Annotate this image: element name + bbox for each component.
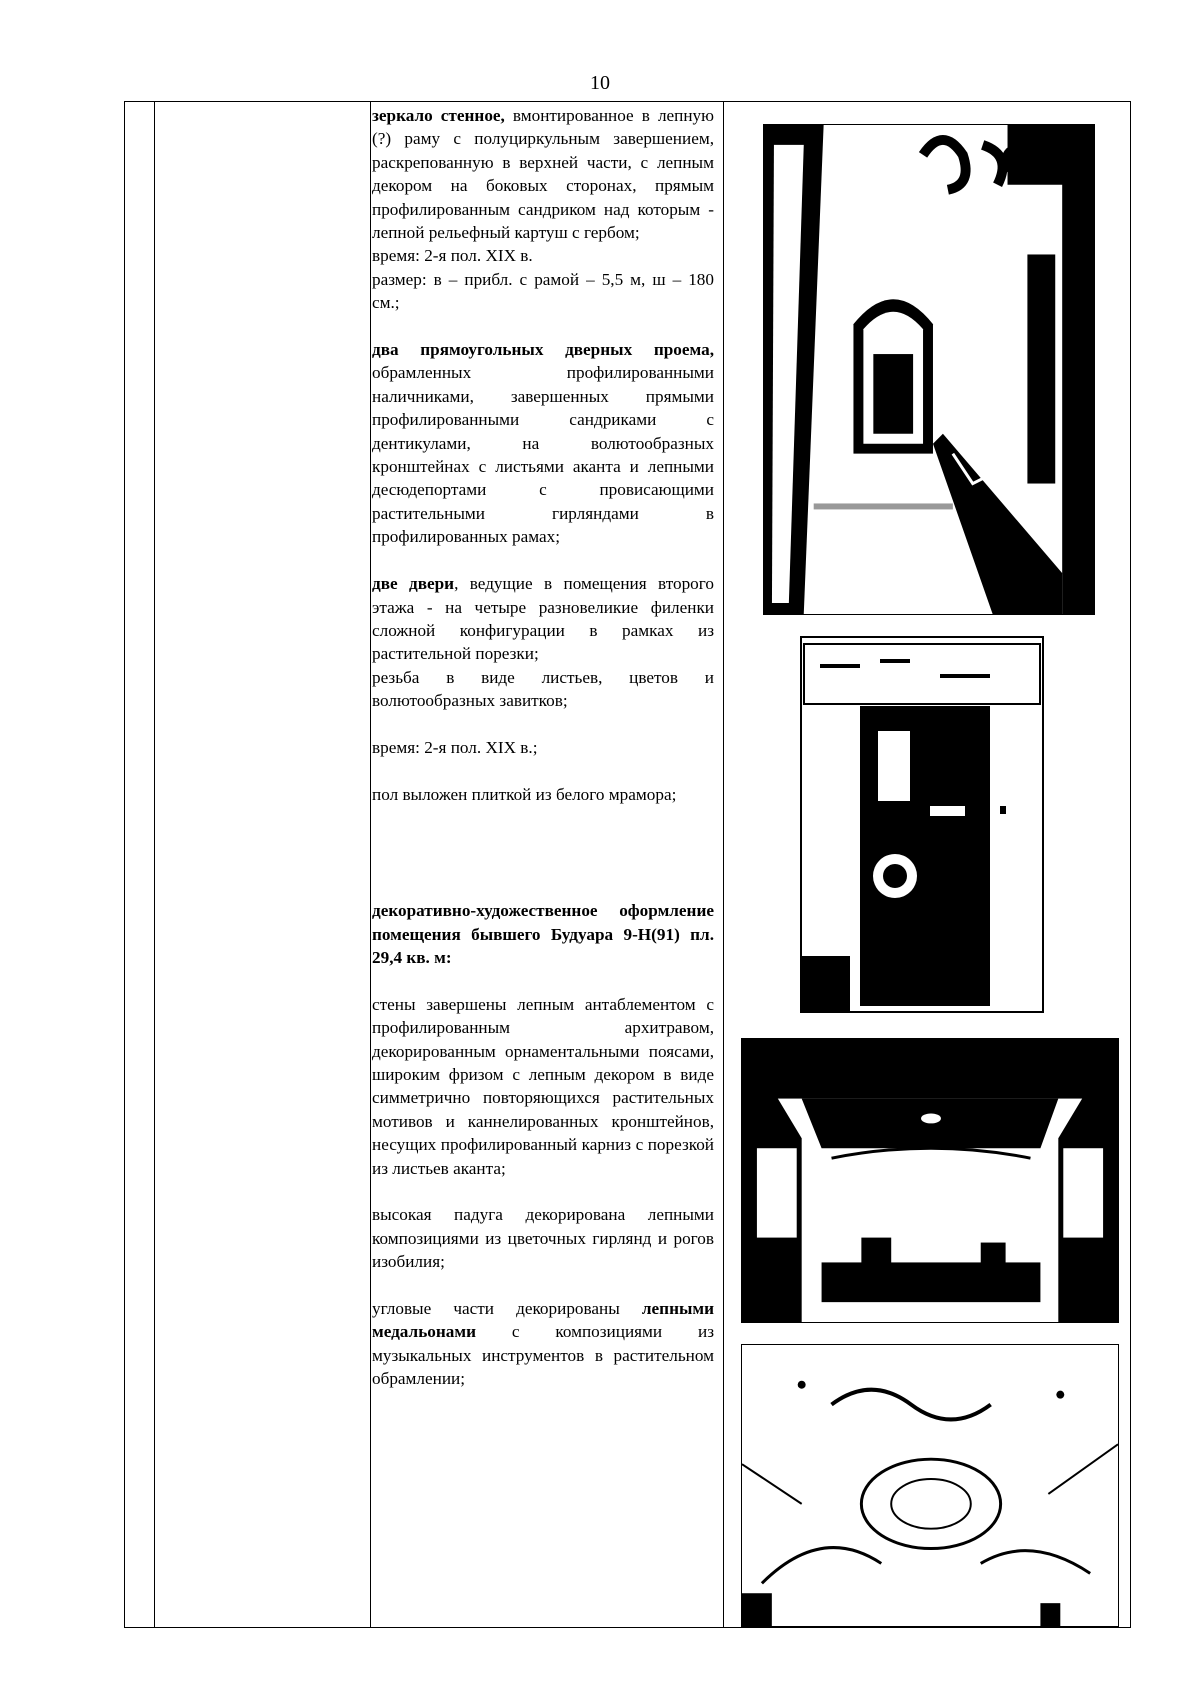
photo-door (800, 636, 1044, 1013)
doorways-title: два прямоугольных дверных проема, (372, 340, 714, 360)
corners-text-start: угловые части декорированы (372, 1298, 642, 1318)
column-divider (370, 102, 371, 1627)
column-divider (723, 102, 724, 1627)
doors-carving: резьба в виде листьев, цветов и волютообразных завитков; (372, 667, 714, 711)
photo-boudoir-room (741, 1038, 1119, 1323)
mirror-size: размер: в – прибл. с рамой – 5,5 м, ш – 180 см.; (372, 269, 714, 313)
column-divider (154, 102, 155, 1627)
doors-text: , ведущие в помещения второго этажа - на четыре разновеликие филенки сложной конфигурации в рамках из растительной порезки; (372, 574, 714, 664)
doors-paragraph (372, 572, 714, 666)
doors-time: время: 2-я пол. XIX в.; (372, 737, 538, 757)
doors-title: две двери (372, 574, 455, 594)
floor-text: пол выложен плиткой из белого мрамора; (372, 784, 677, 804)
mirror-paragraph (372, 104, 714, 244)
doorways-paragraph (372, 338, 714, 549)
doorways-text: обрамленных профилированными наличниками, завершенных прямыми профилированными сандриками с дентикулами, на волютообразных кронштейнах с листьями аканта и лепными десюдепортами с провисающими растительными гирляндами в профилированных рамах; (372, 363, 714, 547)
walls-paragraph: стены завершены лепным антаблементом с профилированным архитравом, декорированным орнаментальными поясами, широким фризом с лепным декором в виде симметрично повторяющихся растительных мотивов и каннелированных кронштейнов, несущих профилированный карниз с порезкой из листьев аканта; (372, 994, 714, 1178)
page-number: 10 (590, 72, 610, 94)
photo-staircase-mirror (763, 124, 1095, 615)
description-column (372, 102, 714, 1391)
mirror-time: время: 2-я пол. XIX в. (372, 246, 533, 266)
corners-text-end: с композициями из музыкальных инструментов в растительном обрамлении; (372, 1322, 714, 1389)
mirror-title: зеркало стенное, (372, 106, 505, 125)
mirror-text: вмонтированное в лепную (?) раму с полуциркульным завершением, раскрепованную в верхней части, с лепным декором на боковых сторонах, прямым профилированным сандриком над которым - лепной рельефный картуш с гербом; (372, 106, 714, 243)
corners-paragraph (372, 1297, 714, 1391)
corners-bold: лепными медальонами (372, 1298, 714, 1342)
padouga-paragraph: высокая падуга декорирована лепными композициями из цветочных гирлянд и рогов изобилия; (372, 1205, 714, 1272)
photo-ceiling-medallion (741, 1344, 1119, 1627)
boudoir-heading: декоративно-художественное оформление помещения бывшего Будуара 9-Н(91) пл. 29,4 кв. м: (372, 901, 714, 967)
